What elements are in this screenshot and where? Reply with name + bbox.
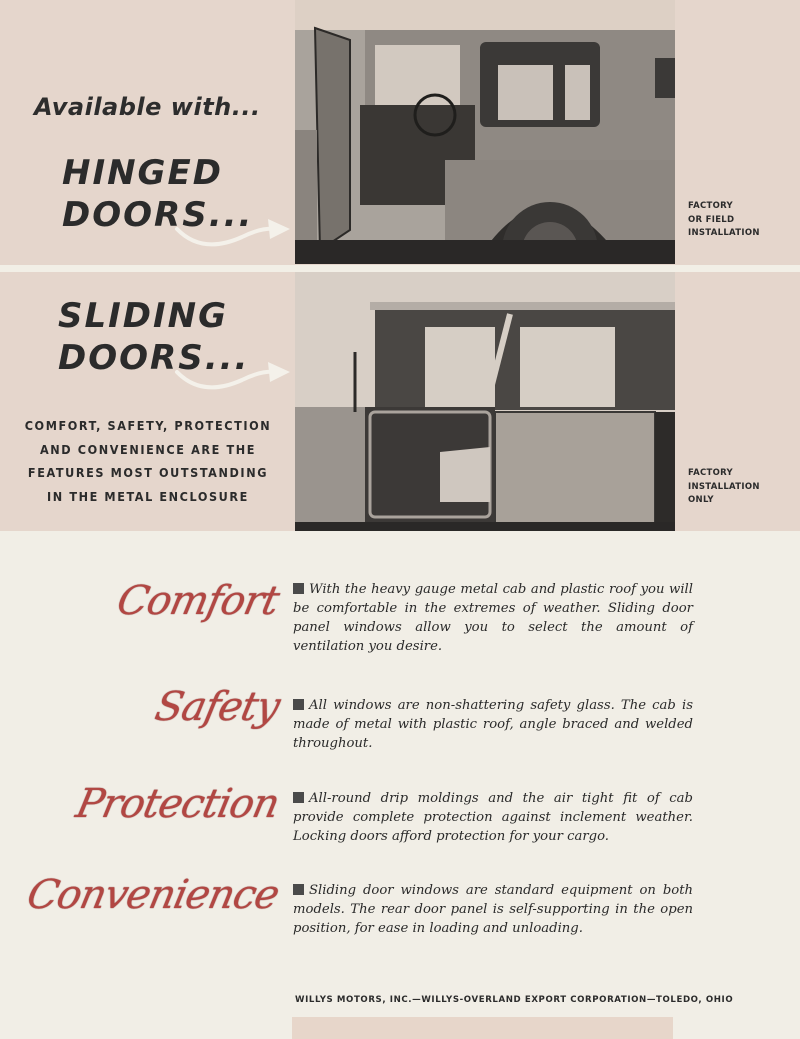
square-bullet-icon <box>293 884 304 895</box>
feature-text: All windows are non-shattering safety glass. The cab is made of metal with plastic roof, angle braced and welded throughout. <box>293 698 693 751</box>
hinged-heading-line1: HINGED <box>62 153 223 193</box>
available-with-heading: Available with... <box>34 93 261 121</box>
square-bullet-icon <box>293 792 304 803</box>
feature-title: Convenience <box>23 872 283 918</box>
sliding-heading-line1: SLIDING <box>58 296 229 336</box>
note-line: INSTALLATION <box>688 228 760 238</box>
arrow-icon <box>172 215 292 255</box>
note-line: ONLY <box>688 495 714 505</box>
panel-divider <box>0 265 800 272</box>
jeep-sliding-door-photo <box>295 272 675 531</box>
features-summary <box>18 414 278 508</box>
square-bullet-icon <box>293 583 304 594</box>
feature-description <box>293 789 693 846</box>
note-line: FACTORY <box>688 201 734 211</box>
feature-text: With the heavy gauge metal cab and plastic roof you will be comfortable in the extremes of weather. Sliding door panel windows allow you to select the amount of ventilation you desire. <box>293 582 693 654</box>
feature-description <box>293 881 693 938</box>
summary-line: IN THE METAL ENCLOSURE <box>47 488 249 504</box>
feature-description <box>293 696 693 753</box>
feature-title: Comfort <box>113 578 283 624</box>
feature-description <box>293 580 693 656</box>
note-line: INSTALLATION <box>688 481 760 492</box>
footer-company-line: WILLYS MOTORS, INC.—WILLYS-OVERLAND EXPORT CORPORATION—TOLEDO, OHIO <box>295 995 734 1005</box>
feature-text: All-round drip moldings and the air tight fit of cab provide complete protection against inclement weather. Locking doors afford protection for your cargo. <box>293 791 693 844</box>
sliding-heading-line2: DOORS... <box>58 338 250 378</box>
note-line: FACTORY <box>688 468 734 478</box>
jeep-hinged-door-photo <box>295 0 675 264</box>
feature-title: Safety <box>150 684 283 730</box>
note-line: OR FIELD <box>688 214 735 225</box>
feature-title: Protection <box>72 781 283 827</box>
square-bullet-icon <box>293 699 304 710</box>
feature-text: Sliding door windows are standard equipment on both models. The rear door panel is self-supporting in the open position, for ease in loading and unloading. <box>293 883 693 936</box>
summary-line: AND CONVENIENCE ARE THE <box>39 441 257 457</box>
summary-line: FEATURES MOST OUTSTANDING <box>27 465 269 480</box>
footer-color-block <box>292 1017 673 1039</box>
hinged-heading-line2: DOORS... <box>62 195 254 235</box>
hinged-installation-note <box>688 200 760 241</box>
summary-line: COMFORT, SAFETY, PROTECTION <box>24 418 272 433</box>
sliding-installation-note <box>688 467 760 508</box>
arrow-icon <box>172 358 292 398</box>
